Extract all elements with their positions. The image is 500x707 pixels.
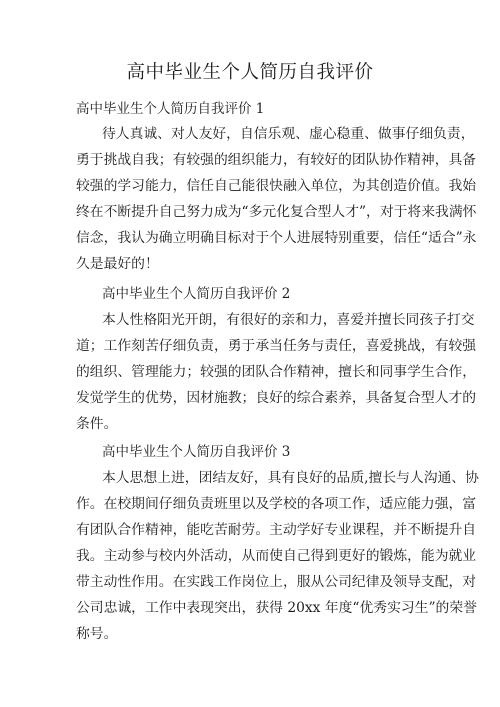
paragraph-line: 的组织、管理能力；较强的团队合作精神，擅长和同事学生合作， [76,364,477,380]
paragraph-line: 较强的学习能力，信任自己能很快融入单位，为其创造价值。我始 [76,178,477,194]
paragraph-line: 终在不断提升自己努力成为“多元化复合型人才”，对于将来我满怀 [76,204,477,220]
section-heading-2: 高中毕业生个人简历自我评价 2 [102,286,291,302]
section-heading-3: 高中毕业生个人简历自我评价 3 [102,444,291,460]
paragraph-line: 信念，我认为确立明确目标对于个人进展特别重要，信任“适合”永 [76,230,477,246]
paragraph-line: 称号。 [76,626,118,642]
paragraph-line: 条件。 [76,416,118,432]
paragraph-line: 公司忠诚，工作中表现突出，获得 20xx 年度“优秀实习生”的荣誉 [76,600,477,616]
paragraph-line: 勇于挑战自我；有较强的组织能力，有较好的团队协作精神，具备 [76,152,477,168]
section-heading-1: 高中毕业生个人简历自我评价 1 [76,101,265,117]
paragraph-line: 本人思想上进，团结友好，具有良好的品质,擅长与人沟通、协 [102,470,479,486]
paragraph-line: 待人真诚、对人友好，自信乐观、虚心稳重、做事仔细负责， [102,126,475,142]
paragraph-line: 带主动性作用。在实践工作岗位上，服从公司纪律及领导支配，对 [76,574,477,590]
paragraph-line: 本人性格阳光开朗，有很好的亲和力，喜爱并擅长同孩子打交 [102,312,475,328]
paragraph-line: 发觉学生的优势，因材施教；良好的综合素养，具备复合型人才的 [76,390,477,406]
paragraph-line: 作。在校期间仔细负责班里以及学校的各项工作，适应能力强，富 [76,496,477,512]
document-title: 高中毕业生个人简历自我评价 [126,62,374,83]
paragraph-line: 道；工作刻苦仔细负责，勇于承当任务与责任，喜爱挑战，有较强 [76,338,477,354]
paragraph-line: 久是最好的！ [76,256,159,272]
paragraph-line: 有团队合作精神，能吃苦耐劳。主动学好专业课程，并不断提升自 [76,522,477,538]
paragraph-line: 我。主动参与校内外活动，从而使自己得到更好的锻炼，能为就业 [76,548,477,564]
